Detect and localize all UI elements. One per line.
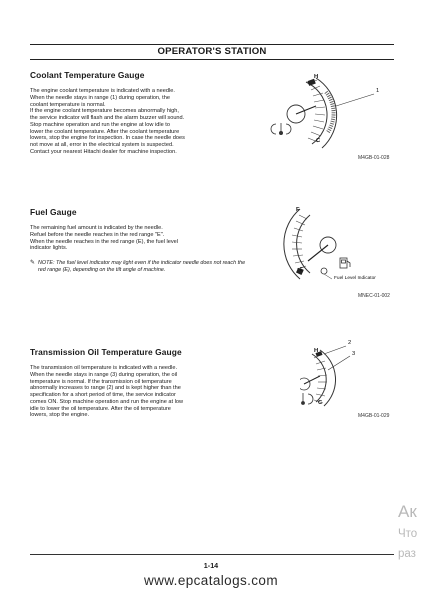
coolant-body: The engine coolant temperature is indicated with a needle. When the needle stays in range (1) during operation, the coolant temperature is normal. If the engine coolant temperature becomes abnormally high, the service indicator will flash and the alarm buzzer will sound. Stop machine operation and run the engine at low idle to lower the coolant temperature. After the coolant temperature lowers, stop the engine for inspection. In case the needle does not move at all, error in the electrical system is suspected. Contact your nearest Hitachi dealer for machine inspection. [30, 88, 185, 155]
fuel-figure-code: MNEC-01-002 [358, 293, 390, 299]
transmission-figure-code: M4GB-01-029 [358, 413, 390, 419]
fuel-heading: Fuel Gauge [30, 207, 77, 217]
coolant-mark-high: H [314, 74, 319, 80]
fuel-gauge-figure [278, 203, 394, 289]
footer-rule [30, 554, 394, 555]
watermark-url: www.epcatalogs.com [143, 573, 278, 588]
transmission-callout-3: 3 [352, 351, 356, 357]
coolant-figure-code: M4GB-01-028 [358, 155, 390, 161]
fuel-mark-full: F [296, 207, 300, 213]
overlay-line-3: раз [398, 548, 416, 560]
coolant-heading: Coolant Temperature Gauge [30, 70, 145, 80]
coolant-gauge-figure [266, 66, 394, 162]
page-number: 1-14 [203, 561, 219, 570]
page-title: OPERATOR'S STATION [157, 46, 267, 57]
page-header [30, 44, 394, 60]
coolant-mark-low: C [316, 138, 321, 144]
note-pencil-icon: ✎ [30, 260, 36, 266]
fuel-note-label: NOTE: [38, 260, 55, 266]
transmission-gauge-figure [300, 340, 394, 416]
overlay-line-1: Ак [398, 502, 417, 521]
fuel-mark-empty: E [300, 267, 304, 273]
overlay-line-2: Что [398, 528, 418, 540]
transmission-heading: Transmission Oil Temperature Gauge [30, 347, 182, 357]
fuel-note-text: The fuel level indicator may light even if the indicator needle does not reach the red range (E), depending on the tilt angle of machine. [38, 260, 246, 273]
fuel-body: The remaining fuel amount is indicated by the needle. Refuel before the needle reaches in the red range "E". When the needle reaches in the red range (E), the fuel level indicator lights. [30, 225, 179, 252]
transmission-mark-high: H [314, 348, 319, 354]
transmission-mark-low: C [318, 400, 323, 406]
transmission-body: The transmission oil temperature is indicated with a needle. When the needle stays in range (3) during operation, the oil temperature is normal. If the transmission oil temperature abnormally increases to range (2) and is kept higher than the specification for a short period of time, the service indicator comes ON. Stop machine operation and run the engine at low idle to lower the oil temperature. After the oil temperature lowers, stop the engine. [30, 365, 183, 419]
fuel-level-indicator-label: Fuel Level Indicator [334, 276, 376, 281]
fuel-note [30, 260, 252, 273]
transmission-callout-2: 2 [348, 340, 352, 346]
coolant-callout-1: 1 [376, 88, 380, 94]
